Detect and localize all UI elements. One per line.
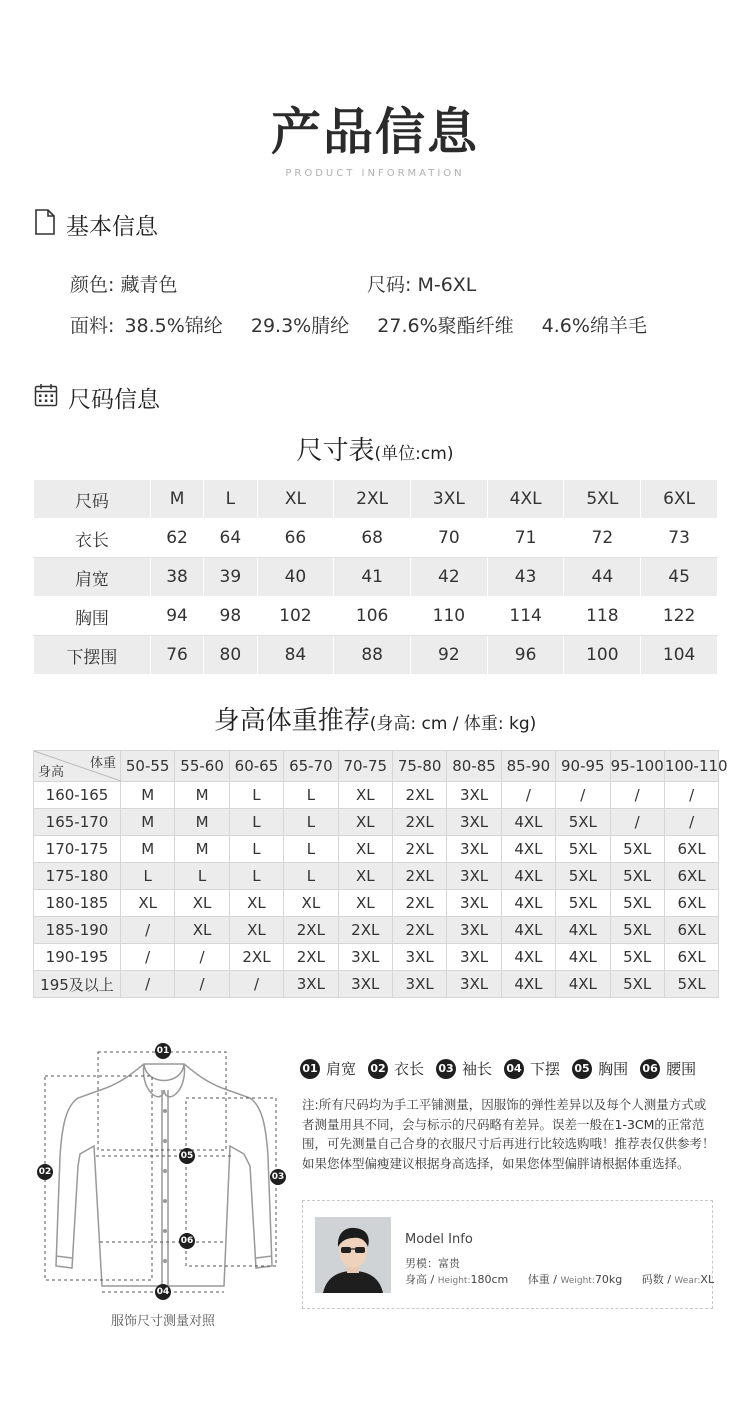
measure-mark-05: 05 <box>179 1148 195 1164</box>
table-cell: XL <box>121 890 175 917</box>
table-cell: 3XL <box>411 480 488 519</box>
table-cell: 6XL <box>664 944 718 971</box>
table-cell: 66 <box>257 519 334 558</box>
table-row <box>34 917 719 944</box>
table-cell: 114 <box>487 597 564 636</box>
legend-item: 02 衣长 <box>368 1058 424 1079</box>
table-cell: XL <box>257 480 334 519</box>
table-cell: 3XL <box>447 863 501 890</box>
table-cell: 104 <box>641 636 718 675</box>
document-icon <box>34 209 56 241</box>
table-cell: 胸围 <box>34 597 151 636</box>
table-header-row <box>34 480 718 519</box>
table-cell: 2XL <box>284 917 338 944</box>
page-title: 产品信息 <box>271 103 479 161</box>
table-row <box>34 944 719 971</box>
table-cell: 106 <box>334 597 411 636</box>
table-cell: L <box>229 836 283 863</box>
table-cell: 6XL <box>664 863 718 890</box>
table-cell: 122 <box>641 597 718 636</box>
table-cell: 3XL <box>392 971 446 998</box>
legend-item: 03 袖长 <box>436 1058 492 1079</box>
basic-info-heading <box>34 208 158 241</box>
table-cell: 2XL <box>392 782 446 809</box>
table-cell: / <box>175 944 229 971</box>
table-cell: 195及以上 <box>34 971 121 998</box>
table-cell: 118 <box>564 597 641 636</box>
table-cell: 5XL <box>556 890 610 917</box>
table-cell: 3XL <box>447 836 501 863</box>
avatar <box>315 1217 391 1293</box>
table-header-cell: 60-65 <box>229 751 283 782</box>
table-cell: 4XL <box>501 890 555 917</box>
fabric-item: 29.3%腈纶 <box>250 315 350 337</box>
table-cell: M <box>175 836 229 863</box>
table-cell: 92 <box>411 636 488 675</box>
table-header-cell: 80-85 <box>447 751 501 782</box>
table-cell: L <box>284 782 338 809</box>
calendar-icon <box>34 383 58 413</box>
table-cell: 4XL <box>501 809 555 836</box>
table-header-cell: 65-70 <box>284 751 338 782</box>
size-range-info: 尺码: M-6XL <box>367 274 477 296</box>
diagram-caption: 服饰尺寸测量对照 <box>110 1314 215 1329</box>
table-cell: 3XL <box>447 809 501 836</box>
measurement-legend <box>300 1058 708 1079</box>
size-table <box>33 479 718 675</box>
table-cell: 6XL <box>664 890 718 917</box>
table-cell: 2XL <box>284 944 338 971</box>
table-cell: 5XL <box>610 890 664 917</box>
table-cell: 80 <box>204 636 257 675</box>
table-cell: 2XL <box>229 944 283 971</box>
table-cell: 4XL <box>501 944 555 971</box>
fabric-label: 面料: <box>70 315 115 337</box>
measure-mark-01: 01 <box>155 1043 171 1059</box>
table-cell: 84 <box>257 636 334 675</box>
table-cell: / <box>556 782 610 809</box>
table-cell: / <box>610 809 664 836</box>
table-cell: / <box>664 782 718 809</box>
color-info: 颜色: 藏青色 <box>70 274 178 296</box>
table-cell: 2XL <box>392 863 446 890</box>
size-info-title: 尺码信息 <box>68 387 160 413</box>
table-cell: 102 <box>257 597 334 636</box>
table-cell: 88 <box>334 636 411 675</box>
table-cell: 6XL <box>641 480 718 519</box>
table-row <box>34 782 719 809</box>
table-cell: M <box>175 782 229 809</box>
shirt-outline <box>36 1036 290 1306</box>
table-row <box>34 809 719 836</box>
size-table-title: 尺寸表(单位:cm) <box>296 436 454 466</box>
table-cell: 2XL <box>338 917 392 944</box>
table-cell: L <box>229 782 283 809</box>
table-cell: 72 <box>564 519 641 558</box>
table-cell: 衣长 <box>34 519 151 558</box>
table-cell: L <box>284 836 338 863</box>
table-header-cell: 50-55 <box>121 751 175 782</box>
table-cell: 165-170 <box>34 809 121 836</box>
table-cell: L <box>229 863 283 890</box>
table-header-cell: 75-80 <box>392 751 446 782</box>
table-cell: 6XL <box>664 917 718 944</box>
table-cell: 3XL <box>338 971 392 998</box>
table-cell: 100 <box>564 636 641 675</box>
table-cell: 4XL <box>501 971 555 998</box>
table-cell: L <box>175 863 229 890</box>
table-cell: XL <box>229 890 283 917</box>
table-cell: L <box>204 480 257 519</box>
table-cell: 4XL <box>556 944 610 971</box>
table-cell: 96 <box>487 636 564 675</box>
table-row <box>34 863 719 890</box>
page-subtitle: PRODUCT INFORMATION <box>285 168 465 179</box>
model-stats: 身高 / Height:180cm 体重 / Weight:70kg 码数 / Wear:XL <box>405 1273 715 1286</box>
table-row <box>34 971 719 998</box>
table-cell: XL <box>338 863 392 890</box>
table-cell: 2XL <box>392 890 446 917</box>
recommendation-table <box>33 750 728 998</box>
table-cell: 94 <box>150 597 203 636</box>
corner-cell <box>34 751 121 782</box>
table-header-row <box>34 751 719 782</box>
measure-mark-06: 06 <box>179 1233 195 1249</box>
table-cell: 5XL <box>556 863 610 890</box>
rec-table-title: 身高体重推荐(身高: cm / 体重: kg) <box>213 706 537 736</box>
measure-mark-03: 03 <box>270 1169 286 1185</box>
table-cell: XL <box>338 890 392 917</box>
table-cell: 尺码 <box>34 480 151 519</box>
table-header-cell: 90-95 <box>556 751 610 782</box>
table-cell: XL <box>284 890 338 917</box>
table-cell: 3XL <box>392 944 446 971</box>
table-cell: L <box>284 863 338 890</box>
table-header-cell: 55-60 <box>175 751 229 782</box>
table-cell: 2XL <box>392 836 446 863</box>
table-row <box>34 836 719 863</box>
table-cell: 2XL <box>392 917 446 944</box>
table-cell: 73 <box>641 519 718 558</box>
fabric-info <box>70 311 647 338</box>
table-cell: 180-185 <box>34 890 121 917</box>
table-cell: 2XL <box>392 809 446 836</box>
table-cell: 110 <box>411 597 488 636</box>
table-cell: 44 <box>564 558 641 597</box>
table-cell: 3XL <box>338 944 392 971</box>
legend-item: 05 胸围 <box>572 1058 628 1079</box>
table-cell: 5XL <box>610 863 664 890</box>
table-cell: 6XL <box>664 836 718 863</box>
measure-mark-02: 02 <box>37 1164 53 1180</box>
table-cell: / <box>501 782 555 809</box>
table-cell: 5XL <box>564 480 641 519</box>
table-cell: 42 <box>411 558 488 597</box>
weight-axis-label: 体重 <box>89 756 116 771</box>
table-cell: / <box>121 944 175 971</box>
table-cell: M <box>150 480 203 519</box>
table-cell: 43 <box>487 558 564 597</box>
garment-diagram <box>36 1036 290 1310</box>
table-cell: 3XL <box>447 890 501 917</box>
table-cell: 4XL <box>556 971 610 998</box>
table-header-cell: 95-100 <box>610 751 664 782</box>
table-cell: 4XL <box>501 836 555 863</box>
table-cell: 3XL <box>447 944 501 971</box>
legend-item: 06 腰围 <box>640 1058 696 1079</box>
table-cell: 190-195 <box>34 944 121 971</box>
table-cell: XL <box>338 782 392 809</box>
table-cell: 175-180 <box>34 863 121 890</box>
table-cell: M <box>121 782 175 809</box>
table-cell: 4XL <box>556 917 610 944</box>
table-cell: XL <box>338 809 392 836</box>
table-header-cell: 70-75 <box>338 751 392 782</box>
table-cell: 71 <box>487 519 564 558</box>
model-name: 男模：富贵 <box>405 1257 460 1270</box>
table-row <box>34 636 718 675</box>
table-cell: 5XL <box>610 836 664 863</box>
table-cell: M <box>121 809 175 836</box>
table-cell: 45 <box>641 558 718 597</box>
table-row <box>34 558 718 597</box>
table-cell: 5XL <box>556 809 610 836</box>
table-row <box>34 597 718 636</box>
table-cell: 5XL <box>556 836 610 863</box>
table-cell: 5XL <box>610 944 664 971</box>
measure-mark-04: 04 <box>155 1284 171 1300</box>
table-cell: 肩宽 <box>34 558 151 597</box>
table-cell: 62 <box>150 519 203 558</box>
table-cell: M <box>121 836 175 863</box>
table-cell: 5XL <box>664 971 718 998</box>
table-cell: XL <box>175 917 229 944</box>
table-cell: / <box>610 782 664 809</box>
height-axis-label: 身高 <box>38 765 65 780</box>
measurement-note: 注:所有尺码均为手工平铺测量，因服饰的弹性差异以及每个人测量方式或者测量用具不同，会与标示的尺码略有差异。误差一般在1-3CM的正常范围，可先测量自己合身的衣服尺寸后再进行比较选购哦！推荐表仅供参考！如果您体型偏瘦建议根据身高选择，如果您体型偏胖请根据体重选择。 <box>302 1097 715 1171</box>
table-cell: / <box>175 971 229 998</box>
table-row <box>34 890 719 917</box>
table-cell: 2XL <box>334 480 411 519</box>
fabric-item: 27.6%聚酯纤维 <box>377 315 514 337</box>
table-cell: 76 <box>150 636 203 675</box>
table-cell: / <box>229 971 283 998</box>
table-cell: L <box>229 809 283 836</box>
table-cell: / <box>121 917 175 944</box>
table-cell: 3XL <box>447 782 501 809</box>
size-info-heading <box>34 381 160 414</box>
legend-item: 01 肩宽 <box>300 1058 356 1079</box>
legend-item: 04 下摆 <box>504 1058 560 1079</box>
table-cell: 5XL <box>610 971 664 998</box>
table-header-cell: 100-110 <box>664 751 718 782</box>
table-cell: 5XL <box>610 917 664 944</box>
table-cell: 39 <box>204 558 257 597</box>
fabric-item: 4.6%绵羊毛 <box>541 315 647 337</box>
table-cell: 185-190 <box>34 917 121 944</box>
model-info-title: Model Info <box>405 1232 473 1247</box>
table-cell: / <box>664 809 718 836</box>
table-cell: 40 <box>257 558 334 597</box>
table-cell: 3XL <box>447 971 501 998</box>
basic-info-title: 基本信息 <box>66 214 158 240</box>
table-row <box>34 519 718 558</box>
table-cell: / <box>121 971 175 998</box>
table-cell: L <box>284 809 338 836</box>
table-cell: M <box>175 809 229 836</box>
table-header-cell: 85-90 <box>501 751 555 782</box>
table-cell: 4XL <box>501 863 555 890</box>
table-cell: 3XL <box>447 917 501 944</box>
table-cell: 160-165 <box>34 782 121 809</box>
table-cell: XL <box>229 917 283 944</box>
table-cell: 4XL <box>487 480 564 519</box>
table-cell: 68 <box>334 519 411 558</box>
table-cell: XL <box>175 890 229 917</box>
table-cell: 170-175 <box>34 836 121 863</box>
table-cell: XL <box>338 836 392 863</box>
table-cell: 70 <box>411 519 488 558</box>
table-cell: 64 <box>204 519 257 558</box>
fabric-item: 38.5%锦纶 <box>124 315 223 337</box>
table-cell: L <box>121 863 175 890</box>
table-cell: 41 <box>334 558 411 597</box>
table-cell: 下摆围 <box>34 636 151 675</box>
table-cell: 3XL <box>284 971 338 998</box>
table-cell: 98 <box>204 597 257 636</box>
table-cell: 38 <box>150 558 203 597</box>
table-cell: 4XL <box>501 917 555 944</box>
